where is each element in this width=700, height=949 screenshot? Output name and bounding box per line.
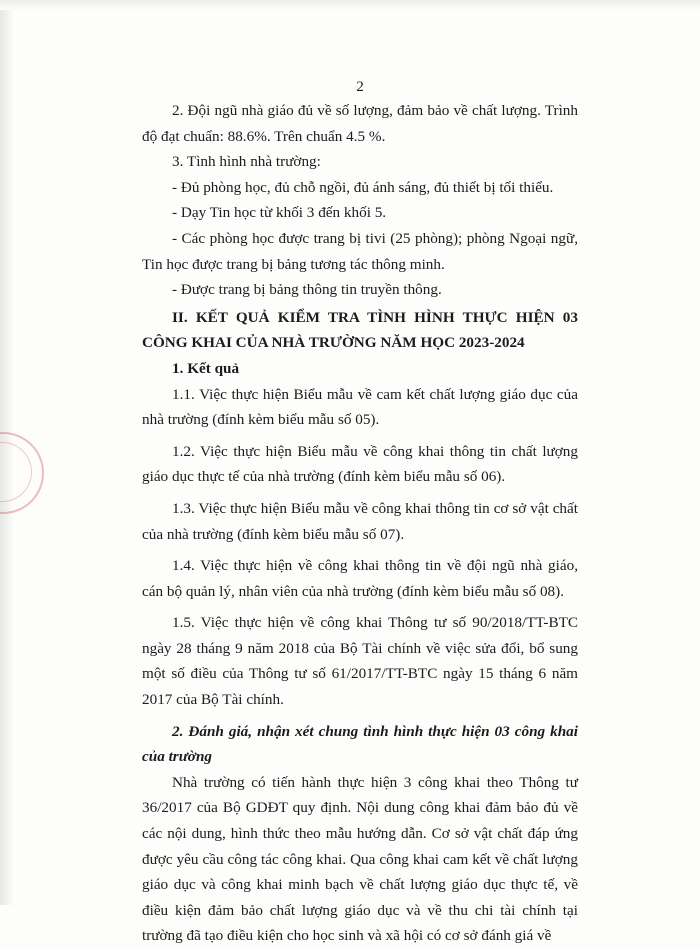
document-page (142, 76, 578, 949)
result-1-2: 1.2. Việc thực hiện Biểu mẫu về công khai thông tin chất lượng giáo dục thực tế của nhà trường (đính kèm biểu mẫu số 06). (142, 442, 578, 486)
result-1-4: 1.4. Việc thực hiện về công khai thông tin về đội ngũ nhà giáo, cán bộ quản lý, nhân viên của nhà trường (đính kèm biểu mẫu số 08). (142, 557, 578, 600)
red-stamp-fragment (0, 432, 44, 514)
section-heading-2: II. KẾT QUẢ KIỂM TRA TÌNH HÌNH THỰC HIỆN 03 CÔNG KHAI CỦA NHÀ TRƯỜNG NĂM HỌC 2023-2024 (142, 308, 578, 352)
bullet-info-board: - Được trang bị bảng thông tin truyền thông. (172, 281, 442, 299)
bullet-equipment: - Các phòng học được trang bị tivi (25 phòng); phòng Ngoại ngữ, Tin học được trang bị bảng tương tác thông minh. (142, 229, 578, 273)
scan-shadow-top (0, 0, 700, 10)
result-1-1: 1.1. Việc thực hiện Biểu mẫu về cam kết chất lượng giáo dục của nhà trường (đính kèm biểu mẫu số 05). (142, 385, 578, 429)
result-1-3: 1.3. Việc thực hiện Biểu mẫu về công khai thông tin cơ sở vật chất của nhà trường (đính kèm biểu mẫu số 07). (142, 499, 578, 543)
bullet-classrooms: - Đủ phòng học, đủ chỗ ngồi, đủ ánh sáng, đủ thiết bị tối thiểu. (172, 178, 554, 196)
page-number: 2 (356, 78, 364, 95)
subheading-results: 1. Kết quả (172, 359, 240, 377)
subheading-assessment: 2. Đánh giá, nhận xét chung tình hình thực hiện 03 công khai của trường (142, 722, 578, 766)
paragraph-school-status: 3. Tình hình nhà trường: (172, 153, 321, 171)
paragraph-staff: 2. Đội ngũ nhà giáo đủ về số lượng, đảm bảo về chất lượng. Trình độ đạt chuẩn: 88.6%. Trên chuẩn 4.5 %. (142, 102, 578, 145)
paragraph-assessment-body: Nhà trường có tiến hành thực hiện 3 công khai theo Thông tư 36/2017 của Bộ GDĐT quy định. Nội dung công khai đảm bảo đủ về các nội dung, hình thức theo mẫu hướng dẫn. Cơ sở vật chất đáp ứng được yêu cầu công tác công khai. Qua công khai cam kết về chất lượng giáo dục và công khai minh bạch về chất lượng giáo dục thực tế, về điều kiện đảm bảo chất lượng giáo dục và về thu chi tài chính tại trường đã tạo điều kiện cho học sinh và xã hội có cơ sở đánh giá về (142, 773, 578, 945)
bullet-informatics: - Dạy Tin học từ khối 3 đến khối 5. (172, 204, 387, 222)
result-1-5: 1.5. Việc thực hiện về công khai Thông tư số 90/2018/TT-BTC ngày 28 tháng 9 năm 2018 của Bộ Tài chính về việc sửa đổi, bổ sung một số điều của Thông tư số 61/2017/TT-BTC ngày 15 tháng 6 năm 2017 của Bộ Tài chính. (142, 614, 578, 709)
